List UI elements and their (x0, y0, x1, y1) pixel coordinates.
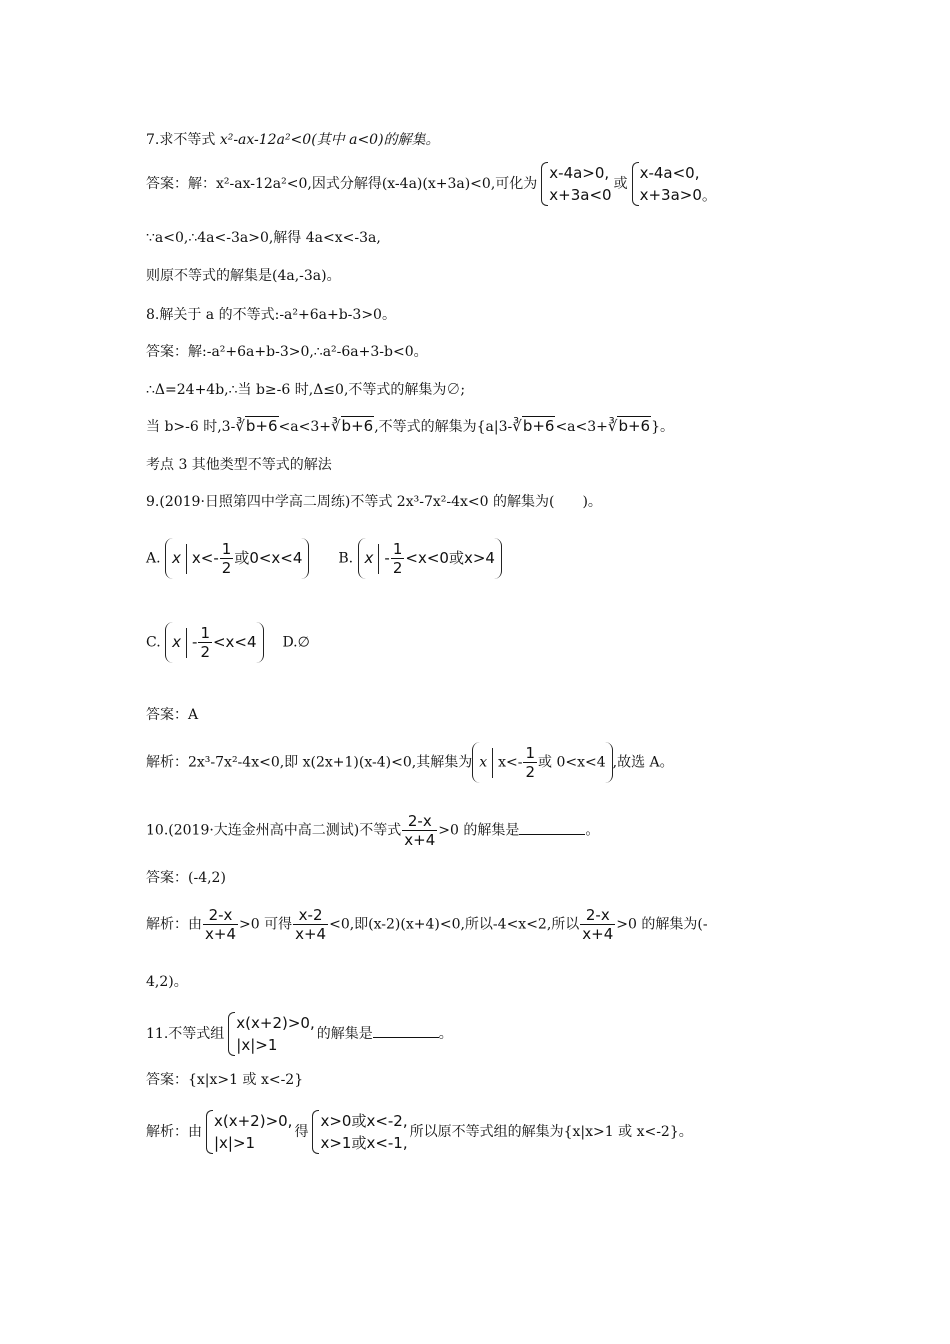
q9-analysis-tail: ,故选 A。 (612, 754, 674, 771)
q11-analysis-b: 得 (294, 1124, 309, 1140)
q11-system-row1: x(x+2)>0, (236, 1014, 315, 1032)
frac-den: 2 (221, 559, 232, 577)
section-heading: 考点 3 其他类型不等式的解法 (146, 457, 332, 473)
q8-line3-b: <a<3+ (278, 419, 331, 435)
q7-case1 (539, 162, 611, 206)
q9-analysis-set-b: 或 0<x<4 (538, 754, 606, 771)
q7-case2-row1: x-4a<0, (639, 164, 700, 182)
q7-line3: 则原不等式的解集是(4a,-3a)。 (146, 268, 341, 284)
set-divider (378, 544, 379, 574)
frac-num: 2-x (203, 906, 238, 925)
q11-system-row2: |x|>1 (214, 1134, 256, 1152)
q8-root-4: ∛b+6 (607, 417, 651, 435)
half-fraction (198, 624, 212, 661)
q11-question (146, 1012, 453, 1056)
q8-root-2: ∛b+6 (330, 417, 374, 435)
frac-num: 1 (392, 540, 403, 558)
q7-or: 或 (613, 176, 628, 192)
answer-blank[interactable] (373, 1023, 439, 1038)
q10-answer: 答案：(-4,2) (146, 870, 226, 886)
q9-analysis (146, 742, 674, 783)
q9-analysis-set-a: x<- (498, 754, 523, 771)
q7-answer-prefix: 答案：解： (146, 176, 216, 192)
set-divider (186, 544, 187, 574)
frac-den: x+4 (404, 831, 436, 849)
q9-option-a-text: x<- (191, 549, 219, 567)
q10-fraction (203, 906, 238, 943)
q8-line3-c: ,不等式的解集为{a|3- (374, 419, 513, 435)
q11-system (204, 1110, 292, 1154)
q8-radicand-4: b+6 (618, 417, 651, 435)
q11-system2-row2: x>1或x<-1, (320, 1134, 408, 1152)
half-fraction (391, 540, 405, 577)
set-divider (186, 628, 187, 658)
frac-den: x+4 (295, 925, 327, 943)
q8-root-3: ∛b+6 (512, 417, 555, 435)
q10-analysis-d: >0 的解集为(- (616, 916, 708, 933)
q9-question: 9.(2019·日照第四中学高二周练)不等式 2x³-7x²-4x<0 的解集为( )。 (146, 494, 602, 510)
q9-answer: 答案：A (146, 707, 199, 723)
frac-num: 2-x (402, 812, 437, 831)
q11-analysis-c: 所以原不等式组的解集为{x|x>1 或 x<-2}。 (409, 1124, 693, 1140)
q11-analysis-a: 解析：由 (146, 1124, 202, 1140)
set-var: x (172, 549, 181, 567)
q10-fraction-3 (580, 906, 615, 943)
q10-fraction-2 (293, 906, 328, 943)
q7-case1-row1: x-4a>0, (549, 164, 610, 182)
half-fraction (523, 744, 537, 781)
q7-answer-text: x²-ax-12a²<0,因式分解得(x-4a)(x+3a)<0,可化为 (216, 176, 538, 192)
q11-system-2 (310, 1110, 407, 1154)
q10-analysis-wrap: 4,2)。 (146, 974, 188, 990)
half-fraction (220, 540, 234, 577)
frac-num: 1 (525, 744, 536, 762)
q10-analysis-b: >0 可得 (239, 916, 293, 933)
q8-line3 (146, 416, 674, 437)
q8-line3-d: <a<3+ (555, 419, 608, 435)
frac-den: 2 (200, 643, 210, 661)
q8-radicand-2: b+6 (341, 417, 374, 435)
q8-line2: ∴Δ=24+4b,∴当 b≥-6 时,Δ≤0,不等式的解集为∅; (146, 382, 466, 398)
frac-den: x+4 (205, 925, 236, 943)
q11-question-c: 。 (438, 1026, 453, 1042)
q11-question-a: 11.不等式组 (146, 1026, 225, 1042)
answer-blank[interactable] (519, 820, 585, 835)
q8-line3-e: }。 (651, 419, 675, 435)
q9-option-c-tail: <x<4 (212, 633, 257, 651)
q11-question-b: 的解集是 (316, 1026, 373, 1042)
q9-analysis-set (472, 742, 612, 783)
q10-analysis-a: 解析：由 (146, 916, 202, 933)
q10-question-a: 10.(2019·大连金州高中高二测试)不等式 (146, 822, 402, 839)
q9-option-d: D.∅ (282, 634, 310, 651)
q10-analysis (146, 906, 708, 943)
q7-answer (146, 162, 719, 206)
q8-radicand-3: b+6 (522, 417, 555, 435)
q9-option-c-set (165, 622, 263, 663)
q11-system-row2: |x|>1 (236, 1036, 278, 1054)
q8-root-1: ∛b+6 (235, 417, 278, 435)
q10-fraction (402, 812, 437, 849)
q11-system2-row1: x>0或x<-2, (320, 1112, 408, 1130)
frac-den: 2 (392, 559, 403, 577)
q9-option-b-label: B. (338, 550, 354, 567)
q11-answer: 答案：{x|x>1 或 x<-2} (146, 1072, 304, 1088)
set-var: x (172, 633, 182, 651)
q9-option-a (146, 538, 502, 579)
q9-option-c-label: C. (146, 634, 161, 651)
q10-question-c: 。 (585, 822, 600, 839)
frac-num: 1 (200, 624, 210, 642)
q10-question (146, 812, 599, 849)
frac-num: 2-x (580, 906, 615, 925)
set-divider (492, 748, 493, 778)
q7-question (146, 130, 440, 150)
q11-analysis (146, 1110, 693, 1154)
q9-option-a-tail: 或0<x<4 (234, 549, 303, 567)
q8-answer: 答案：解:-a²+6a+b-3>0,∴a²-6a+3-b<0。 (146, 344, 428, 360)
q7-expr: x²-ax-12a²<0(其中 a<0)的解集。 (219, 132, 440, 148)
q7-case2-row2: x+3a>0。 (639, 186, 717, 204)
q7-case1-row2: x+3a<0 (549, 186, 612, 204)
q7-label: 7.求不等式 (146, 132, 216, 148)
frac-num: x-2 (293, 906, 328, 925)
set-var: x (479, 754, 488, 771)
q7-case2 (630, 162, 717, 206)
q8-line3-a: 当 b>-6 时,3- (146, 419, 236, 435)
q9-option-b-tail: <x<0或x>4 (405, 549, 495, 567)
set-var: x (364, 549, 374, 567)
q11-system (226, 1012, 314, 1056)
q7-line2: ∵a<0,∴4a<-3a>0,解得 4a<x<-3a, (146, 230, 381, 246)
q9-option-b-text: - (384, 549, 390, 567)
q10-analysis-c: <0,即(x-2)(x+4)<0,所以-4<x<2,所以 (329, 916, 580, 933)
q8-radicand-1: b+6 (245, 417, 278, 435)
q9-option-c (146, 622, 310, 663)
q11-system-row1: x(x+2)>0, (214, 1112, 293, 1130)
q9-option-b-set (358, 538, 502, 579)
q10-question-b: >0 的解集是 (438, 822, 520, 839)
frac-den: x+4 (582, 925, 614, 943)
q9-analysis-a: 解析：2x³-7x²-4x<0,即 x(2x+1)(x-4)<0,其解集为 (146, 754, 473, 771)
q9-option-a-label: A. (146, 550, 161, 567)
frac-den: 2 (525, 763, 536, 781)
q8-question: 8.解关于 a 的不等式:-a²+6a+b-3>0。 (146, 307, 396, 323)
q9-option-a-set (165, 538, 309, 579)
frac-num: 1 (221, 540, 232, 558)
q9-option-c-text: - (192, 633, 198, 651)
